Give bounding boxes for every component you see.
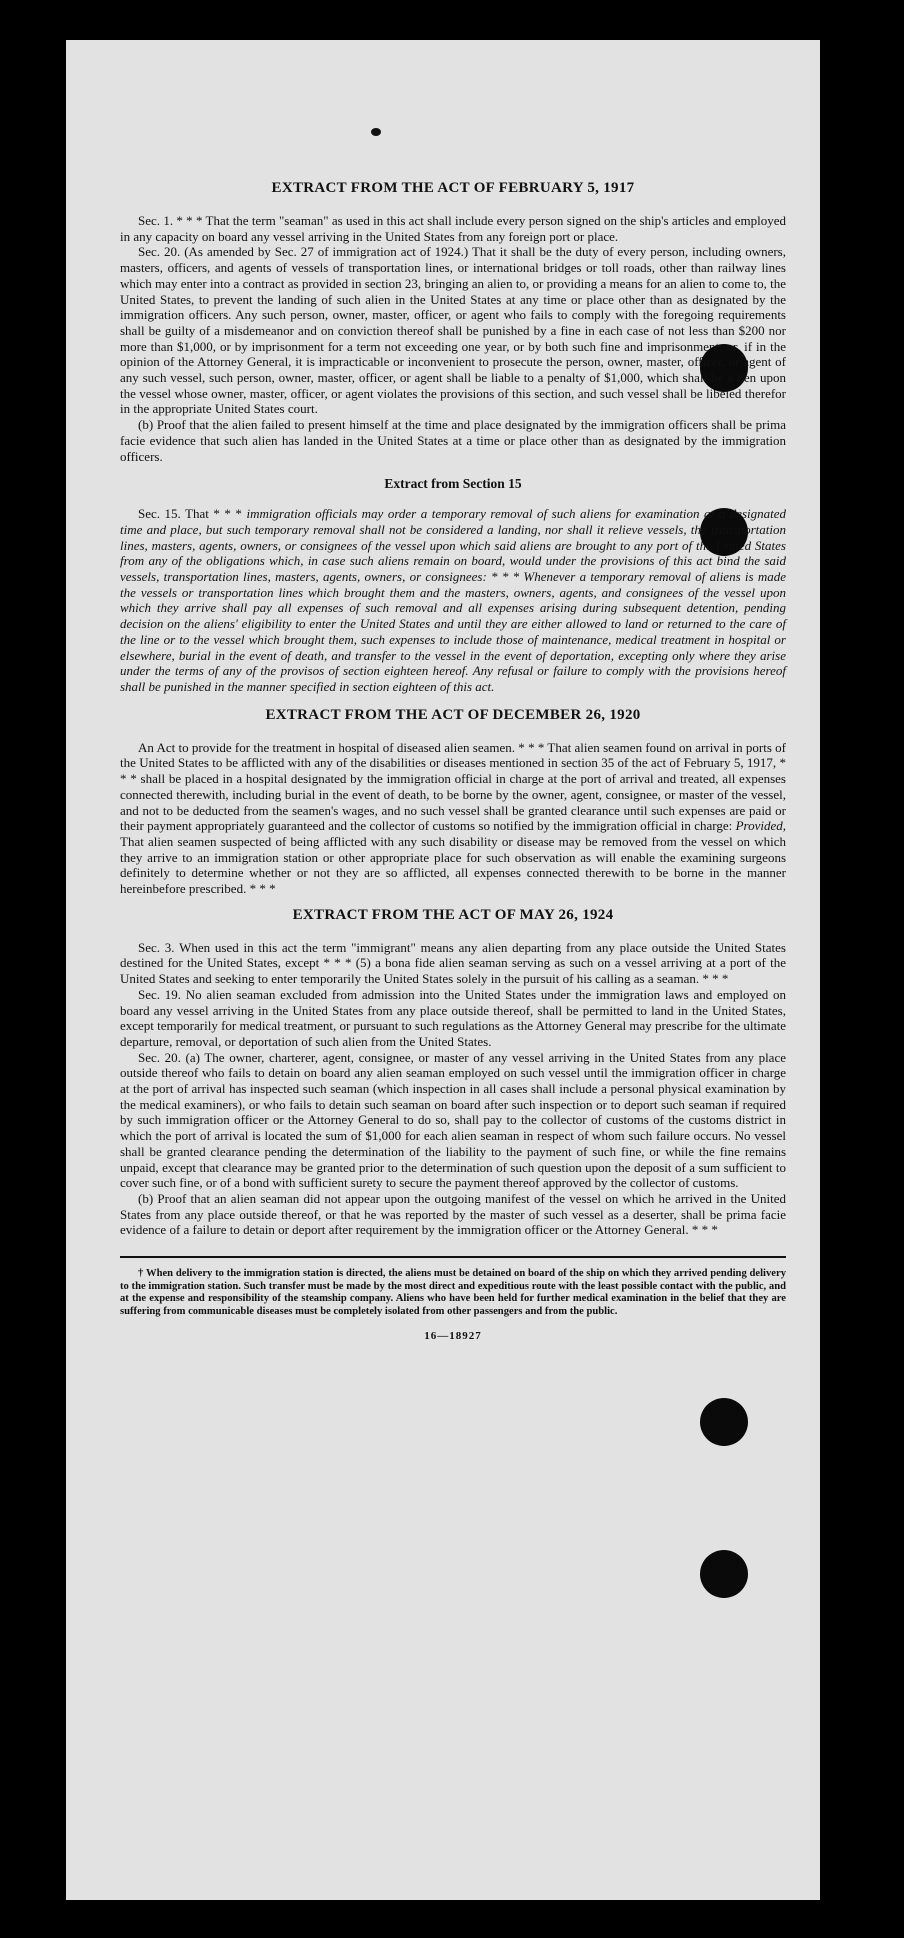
punch-hole (700, 1550, 748, 1598)
paragraph-1924-sec3: Sec. 3. When used in this act the term "immigrant" means any alien departing from any place outside the United States destined for the United States, except * * * (5) a bona fide alien seaman serving as such on a vessel arriving at a port of the United States and seeking to enter temporarily the United States solely in the pursuit of his calling as a seaman. * * * (120, 939, 786, 987)
sec15-body: immigration officials may order a temporary removal of such aliens for examination at a designated time and place, but such temporary removal shall not be considered a landing, nor shall it relieve vessels, the transportation lines, masters, agents, owners, or consignees of the vessel upon which said aliens are brought to any port of the United States from any of the obligations which, in case such aliens remain on board, would under the provisions of this act bind the said vessels, transportation lines, masters, agents, owners, or consignees: * * * Whenever a temporary removal of aliens is made the vessels or transportation lines which brought them and the masters, owners, agents, and consignees of the vessel upon which they arrive shall pay all expenses of such removal and all expenses arising during subsequent detention, pending decision on the aliens' eligibility to enter the United States and until they are either allowed to land or returned to the care of the line or to the vessel which brought them, such expenses to include those of maintenance, medical treatment in hospital or elsewhere, burial in the event of death, and transfer to the vessel in the event of deportation, excepting only where they arise under the terms of any of the provisos of section eighteen hereof. Any refusal or failure to comply with the provisions hereof shall be punished in the manner specified in section eighteen of this act. (120, 506, 787, 694)
paragraph-1920 (120, 740, 786, 897)
provided-word: Provided, (735, 818, 786, 834)
document-body (120, 180, 786, 1342)
paragraph-1924-sec20a: Sec. 20. (a) The owner, charterer, agent, consignee, or master of any vessel arriving in the United States from any place outside thereof who fails to detain on board any alien seaman employed on such vessel until the immigration officer in charge at the port of arrival has inspected such seaman (which inspection in all cases shall include a personal physical examination by the medical examiners), or who fails to detain such seaman on board after such inspection or to deport such seaman if required by such immigration officer or the Attorney General to do so, shall pay to the collector of customs of the customs district in which the port of arrival is located the sum of $1,000 for each alien seaman in respect of whom such failure occurs. No vessel shall be granted clearance pending the determination of the liability to the payment of such fine, or while the fine remains unpaid, except that clearance may be granted prior to the determination of such question upon the deposit of a sum sufficient to cover such fine, or of a bond with sufficient surety to secure the payment thereof approved by the collector of customs. (120, 1049, 786, 1191)
paragraph-1924-sec20b: (b) Proof that an alien seaman did not appear upon the outgoing manifest of the vessel on which he arrived in the United States from any place outside thereof, or that he was reported by the master of such vessel as a deserter, shall be prima facie evidence of a failure to detain or deport after requirement by the immigration officer or the Attorney General. * * * (120, 1190, 786, 1238)
heading-section-15: Extract from Section 15 (384, 476, 522, 492)
ink-dot (371, 128, 381, 136)
paragraph-1917-sec20b: (b) Proof that the alien failed to present himself at the time and place designated by the immigration officers shall be prima facie evidence that such alien has landed in the United States at a time or place other than as designated by the immigration officers. (120, 417, 786, 464)
heading-act-1924: EXTRACT FROM THE ACT OF MAY 26, 1924 (292, 906, 614, 923)
punch-hole (700, 1398, 748, 1446)
sec15-lead: Sec. 15. That * * * (138, 506, 242, 522)
heading-act-1920: EXTRACT FROM THE ACT OF DECEMBER 26, 1920 (265, 706, 641, 723)
paragraph-1920-a: An Act to provide for the treatment in hospital of diseased alien seamen. * * * That alien seamen found on arrival in ports of the United States to be afflicted with any of the disabilities or diseases mentioned in section 35 of the act of February 5, 1917, * * * shall be placed in a hospital designated by the immigration official in charge at the port of arrival and treated, all expenses connected therewith, including burial in the event of death, to be borne by the owner, agent, consignee, or master of the vessel, and not to be deducted from the seamen's wages, and no such vessel shall be granted clearance until such expenses are paid or their payment appropriately guaranteed and the collector of customs so notified by the immigration official in charge: (120, 739, 786, 834)
paragraph-1920-b: That alien seamen suspected of being afflicted with any such disability or disease may be removed from the vessel on which they arrive to an immigration station or other appropriate place for such observation as will enable the examining surgeons definitely to determine whether or not they are so afflicted, all expenses connected therewith to be borne in the manner hereinbefore prescribed. * * * (120, 833, 786, 897)
paragraph-section-15 (120, 506, 786, 694)
form-code: 16—18927 (424, 1330, 482, 1343)
footnote: † When delivery to the immigration station is directed, the aliens must be detained on board of the ship on which they arrived pending delivery to the immigration station. Such transfer must be made by the most direct and expeditious route with the least possible contact with the public, and at the expense and responsibility of the steamship company. Aliens who have been held for further medical examination in the belief that they are suffering from communicable diseases must be completely isolated from other passengers and from the public. (120, 1268, 786, 1317)
heading-act-1917: EXTRACT FROM THE ACT OF FEBRUARY 5, 1917 (271, 180, 635, 196)
footnote-divider (120, 1256, 786, 1258)
paragraph-1917-sec1: Sec. 1. * * * That the term "seaman" as used in this act shall include every person signed on the ship's articles and employed in any capacity on board any vessel arriving in the United States from any foreign port or place. (120, 213, 786, 244)
paragraph-1924-sec19: Sec. 19. No alien seaman excluded from admission into the United States under the immigration laws and employed on board any vessel arriving in the United States from any place outside thereof, shall be permitted to land in the United States, except temporarily for medical treatment, or pursuant to such regulations as the Attorney General may prescribe for the ultimate departure, removal, or deportation of such alien from the United States. (120, 986, 787, 1049)
document-page (66, 40, 820, 1900)
paragraph-1917-sec20: Sec. 20. (As amended by Sec. 27 of immigration act of 1924.) That it shall be the duty of every person, including owners, masters, officers, and agents of vessels of transportation lines, or international bridges or toll roads, other than railway lines which may enter into a contract as provided in section 23, bringing an alien to, or providing a means for an alien to come to, the United States, to prevent the landing of such alien in the United States at any time or place other than as designated by the immigration officers. Any such person, owner, master, officer, or agent who fails to comply with the foregoing requirements shall be guilty of a misdemeanor and on conviction thereof shall be punished by a fine in each case of not less than $200 nor more than $1,000, or by imprisonment for a term not exceeding one year, or by both such fine and imprisonment; or, if in the opinion of the Attorney General, it is impracticable or inconvenient to prosecute the person, owner, master, officer, or agent of any such vessel, such person, owner, master, officer, or agent shall be liable to a penalty of $1,000, which shall be a lien upon the vessel whose owner, master, officer, or agent violates the provisions of this section, and such vessel shall be libeled therefor in the appropriate United States court. (120, 244, 786, 417)
